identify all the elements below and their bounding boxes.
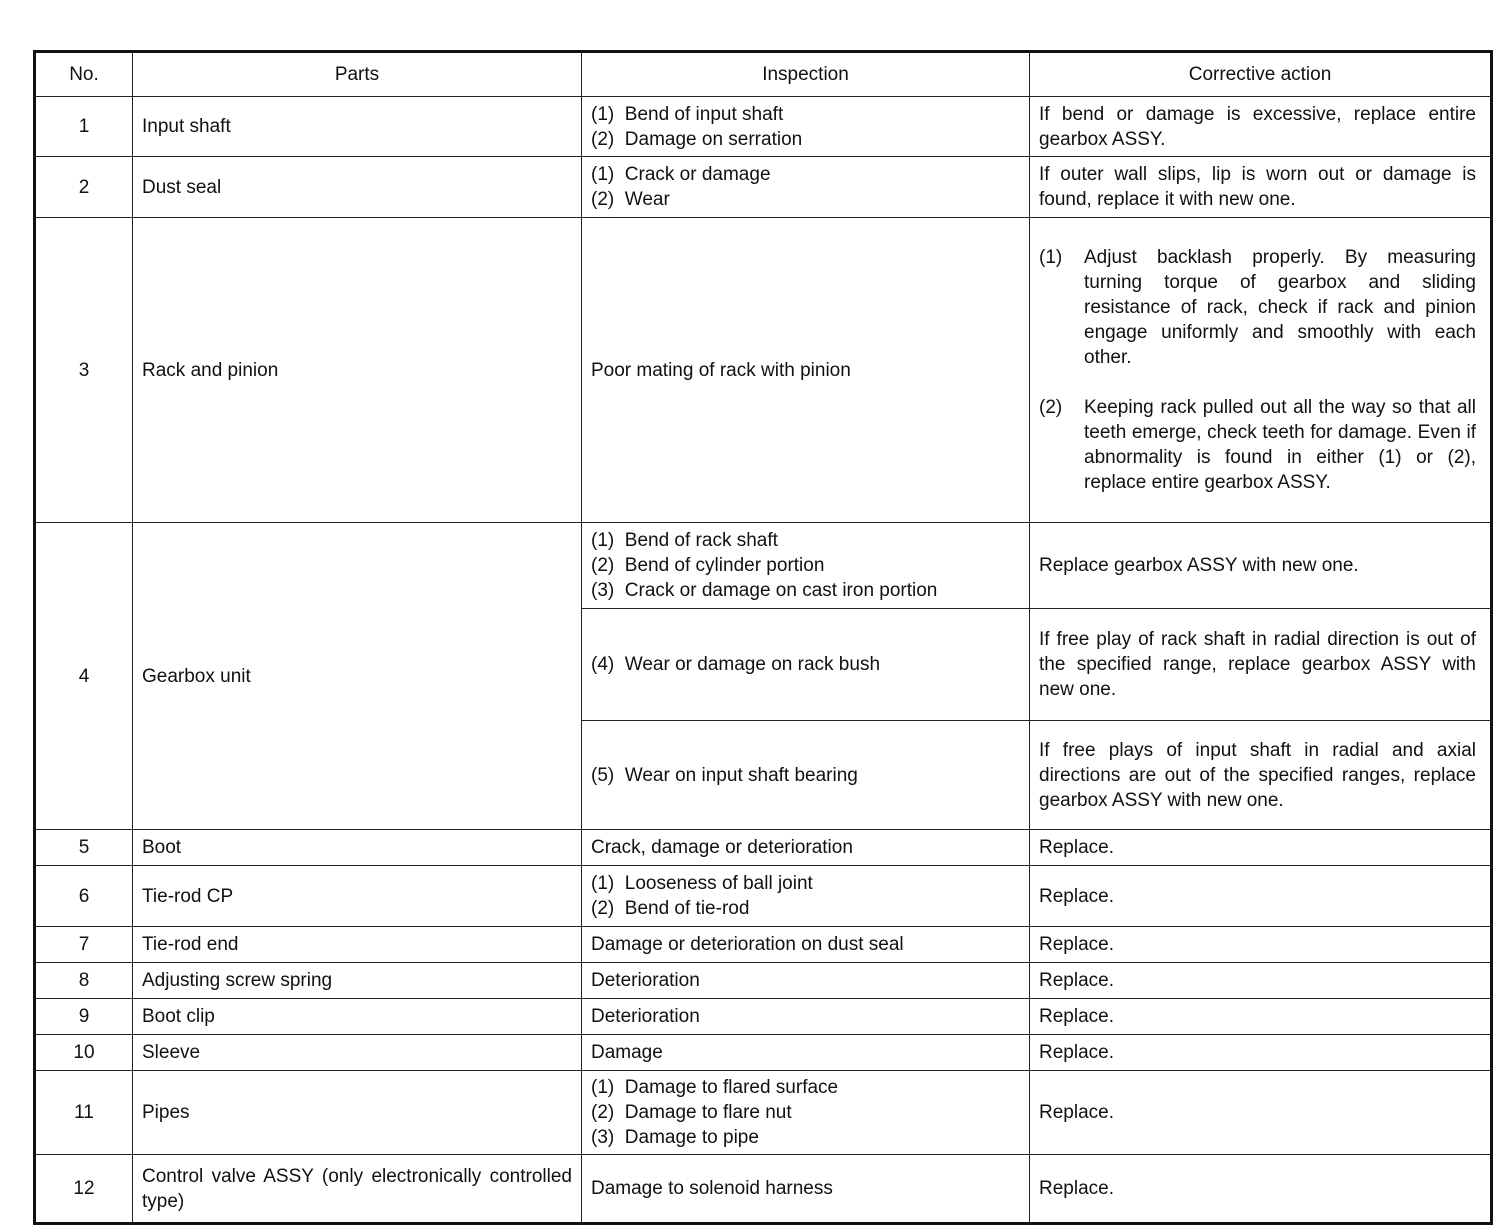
corrective-action-cell xyxy=(1030,218,1492,523)
corrective-action-cell xyxy=(1030,927,1492,963)
corrective-action-cell xyxy=(1030,830,1492,866)
corrective-action-cell xyxy=(1030,523,1492,609)
action-item-number: (2) xyxy=(1039,397,1063,418)
row-number xyxy=(35,218,133,523)
inspection-line: Deterioration xyxy=(591,1006,700,1027)
action-item-text: Keeping rack pulled out all the way so that all teeth emerge, check teeth for damage. Even if abnormality is found in either (1) or (2), replace entire gearbox ASSY. xyxy=(1084,397,1476,493)
row-number xyxy=(35,1035,133,1071)
table-row xyxy=(35,523,1492,609)
corrective-action-cell xyxy=(1030,1035,1492,1071)
part-name xyxy=(133,1155,582,1224)
cell-text: Control valve ASSY (only electronically controlled type) xyxy=(142,1165,572,1212)
inspection-cell xyxy=(582,1071,1030,1155)
inspection-line: (1) Damage to flared surface xyxy=(591,1077,839,1098)
inspection-line: (1) Bend of input shaft xyxy=(591,103,784,125)
row-number xyxy=(35,97,133,157)
inspection-cell xyxy=(582,218,1030,523)
row-number xyxy=(35,1071,133,1155)
inspection-cell xyxy=(582,830,1030,866)
part-name xyxy=(133,830,582,866)
corrective-action-cell xyxy=(1030,97,1492,157)
corrective-action-cell xyxy=(1030,963,1492,999)
part-name xyxy=(133,523,582,830)
cell-text: Tie-rod CP xyxy=(142,885,234,907)
corrective-action-cell xyxy=(1030,1071,1492,1155)
cell-text: Sleeve xyxy=(142,1042,201,1063)
inspection-line: Poor mating of rack with pinion xyxy=(591,359,851,381)
cell-text: Boot xyxy=(142,837,182,858)
header-no: No. xyxy=(35,52,133,97)
cell-text: If outer wall slips, lip is worn out or damage is found, replace it with new one. xyxy=(1039,164,1476,210)
row-number xyxy=(35,927,133,963)
cell-text: Replace. xyxy=(1039,1178,1114,1199)
table-row xyxy=(35,1155,1492,1224)
cell-text: Gearbox unit xyxy=(142,665,251,687)
cell-text: Input shaft xyxy=(142,116,231,137)
inspection-line: Crack, damage or deterioration xyxy=(591,837,853,858)
inspection-table xyxy=(33,50,1493,1225)
row-number xyxy=(35,866,133,927)
part-name xyxy=(133,999,582,1035)
cell-text: Replace gearbox ASSY with new one. xyxy=(1039,555,1359,576)
spacer xyxy=(1039,370,1476,395)
header-inspection: Inspection xyxy=(582,52,1030,97)
cell-text: Adjusting screw spring xyxy=(142,970,333,991)
cell-text: Pipes xyxy=(142,1102,190,1123)
part-name xyxy=(133,218,582,523)
row-number xyxy=(35,830,133,866)
cell-text: If free play of rack shaft in radial direction is out of the specified range, replace gearbox ASSY with new one. xyxy=(1039,629,1476,700)
table-row xyxy=(35,157,1492,218)
inspection-cell xyxy=(582,1155,1030,1224)
corrective-action-cell xyxy=(1030,1155,1492,1224)
inspection-line: (2) Bend of tie-rod xyxy=(591,898,750,919)
cell-text: 9 xyxy=(78,1006,90,1027)
header-parts: Parts xyxy=(133,52,582,97)
cell-text: Tie-rod end xyxy=(142,934,239,955)
cell-text: Replace. xyxy=(1039,837,1114,858)
table-row xyxy=(35,97,1492,157)
cell-text: Replace. xyxy=(1039,934,1114,955)
row-number xyxy=(35,963,133,999)
table-row xyxy=(35,927,1492,963)
cell-text: Dust seal xyxy=(142,176,222,198)
inspection-line: (1) Bend of rack shaft xyxy=(591,530,778,551)
part-name xyxy=(133,927,582,963)
inspection-cell xyxy=(582,721,1030,830)
corrective-action-cell xyxy=(1030,157,1492,218)
corrective-action-cell xyxy=(1030,999,1492,1035)
inspection-cell xyxy=(582,523,1030,609)
cell-text: 10 xyxy=(73,1042,95,1063)
cell-text: 1 xyxy=(78,116,90,137)
cell-text: Boot clip xyxy=(142,1006,215,1027)
inspection-line: (1) Crack or damage xyxy=(591,164,771,185)
inspection-cell xyxy=(582,963,1030,999)
part-name xyxy=(133,157,582,218)
inspection-line: (2) Damage on serration xyxy=(591,128,803,150)
header-row xyxy=(35,52,1492,97)
cell-text: 6 xyxy=(78,885,90,907)
inspection-line: (2) Damage to flare nut xyxy=(591,1102,792,1123)
action-item xyxy=(1039,395,1476,495)
part-name xyxy=(133,866,582,927)
corrective-action-cell xyxy=(1030,721,1492,830)
cell-text: Replace. xyxy=(1039,1006,1114,1027)
action-item-text: Adjust backlash properly. By measuring turning torque of gearbox and sliding resistance of rack, check if rack and pinion engage uniformly and smoothly with each other. xyxy=(1084,247,1476,368)
header-corrective-action: Corrective action xyxy=(1030,52,1492,97)
action-item-number: (1) xyxy=(1039,247,1063,268)
cell-text: 11 xyxy=(74,1102,94,1123)
corrective-action-cell xyxy=(1030,609,1492,721)
part-name xyxy=(133,97,582,157)
inspection-cell xyxy=(582,866,1030,927)
cell-text: If free plays of input shaft in radial and axial directions are out of the specified ranges, replace gearbox ASSY with new one. xyxy=(1039,739,1476,811)
inspection-cell xyxy=(582,97,1030,157)
inspection-cell xyxy=(582,609,1030,721)
inspection-line: (3) Crack or damage on cast iron portion xyxy=(591,580,938,601)
inspection-line: (1) Looseness of ball joint xyxy=(591,873,813,894)
inspection-line: (2) Bend of cylinder portion xyxy=(591,555,825,576)
row-number xyxy=(35,157,133,218)
inspection-line: (2) Wear xyxy=(591,189,670,210)
table-row xyxy=(35,866,1492,927)
cell-text: Replace. xyxy=(1039,1042,1114,1063)
cell-text: 5 xyxy=(78,837,90,858)
cell-text: Replace. xyxy=(1039,970,1114,991)
inspection-line: (4) Wear or damage on rack bush xyxy=(591,654,881,675)
cell-text: 8 xyxy=(78,970,90,991)
cell-text: 3 xyxy=(78,359,90,381)
corrective-action-cell xyxy=(1030,866,1492,927)
table-row xyxy=(35,999,1492,1035)
table-row xyxy=(35,218,1492,523)
inspection-cell xyxy=(582,157,1030,218)
cell-text: 7 xyxy=(78,934,90,955)
cell-text: 12 xyxy=(73,1178,95,1199)
cell-text: 2 xyxy=(78,176,90,198)
inspection-line: Damage xyxy=(591,1042,663,1063)
row-number xyxy=(35,1155,133,1224)
table-row xyxy=(35,963,1492,999)
inspection-line: (3) Damage to pipe xyxy=(591,1127,759,1148)
inspection-line: (5) Wear on input shaft bearing xyxy=(591,764,858,786)
part-name xyxy=(133,963,582,999)
cell-text: If bend or damage is excessive, replace entire gearbox ASSY. xyxy=(1039,103,1476,150)
part-name xyxy=(133,1035,582,1071)
table-row xyxy=(35,1071,1492,1155)
row-number xyxy=(35,523,133,830)
part-name xyxy=(133,1071,582,1155)
cell-text: Replace. xyxy=(1039,885,1114,907)
inspection-line: Damage to solenoid harness xyxy=(591,1178,833,1199)
table-row xyxy=(35,830,1492,866)
inspection-line: Deterioration xyxy=(591,970,700,991)
inspection-cell xyxy=(582,999,1030,1035)
inspection-cell xyxy=(582,927,1030,963)
inspection-cell xyxy=(582,1035,1030,1071)
cell-text: 4 xyxy=(78,665,90,687)
action-item xyxy=(1039,245,1476,370)
inspection-line: Damage or deterioration on dust seal xyxy=(591,934,904,955)
table-row xyxy=(35,1035,1492,1071)
cell-text: Rack and pinion xyxy=(142,359,279,381)
row-number xyxy=(35,999,133,1035)
cell-text: Replace. xyxy=(1039,1102,1114,1123)
